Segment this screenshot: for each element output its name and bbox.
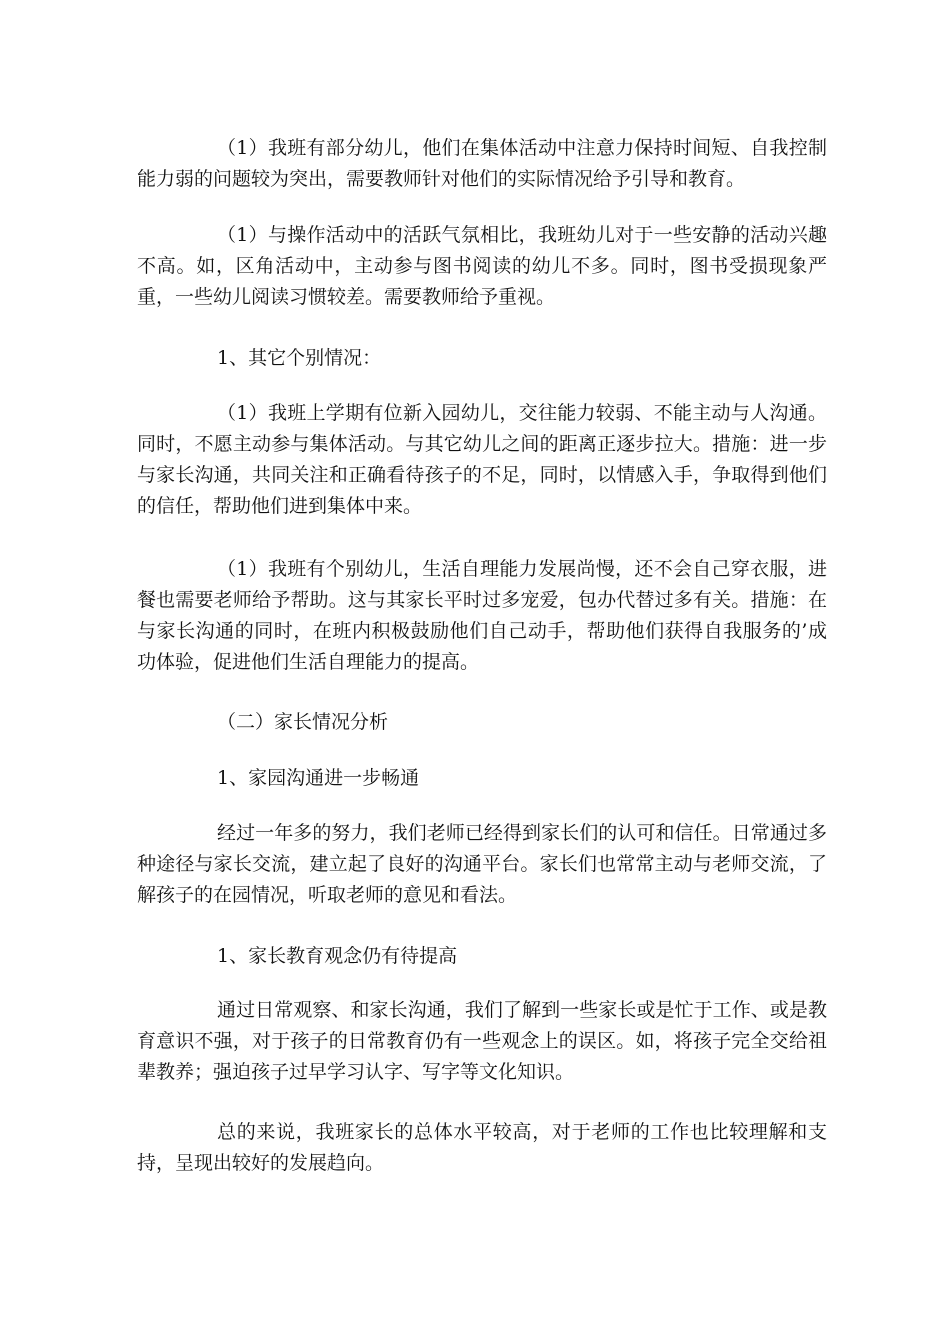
paragraph-self-care: （1）我班有个别幼儿，生活自理能力发展尚慢，还不会自己穿衣服，进餐也需要老师给予帮助。这与其家长平时过多宠爱，包办代替过多有关。措施：在与家长沟通的同时，在班内积极鼓励他们自己动手，帮助他们获得自我服务的’成功体验，促进他们生活自理能力的提高。 (137, 558, 827, 673)
paragraph-communication: 经过一年多的努力，我们老师已经得到家长们的认可和信任。日常通过多种途径与家长交流，建立起了良好的沟通平台。家长们也常常主动与老师交流，了解孩子的在园情况，听取老师的意见和看法。 (137, 822, 827, 906)
heading-communication: 1、家园沟通进一步畅通 (217, 767, 420, 789)
heading-parent-analysis: （二）家长情况分析 (217, 711, 389, 733)
paragraph-attention: （1）我班有部分幼儿，他们在集体活动中注意力保持时间短、自我控制能力弱的问题较为突出，需要教师针对他们的实际情况给予引导和教育。 (137, 137, 827, 190)
heading-individual-cases: 1、其它个别情况： (217, 347, 382, 369)
heading-parent-education: 1、家长教育观念仍有待提高 (217, 945, 458, 967)
paragraph-new-child: （1）我班上学期有位新入园幼儿，交往能力较弱、不能主动与人沟通。同时，不愿主动参与集体活动。与其它幼儿之间的距离正逐步拉大。措施：进一步与家长沟通，共同关注和正确看待孩子的不足，同时，以情感入手，争取得到他们的信任，帮助他们进到集体中来。 (137, 402, 827, 517)
paragraph-summary: 总的来说，我班家长的总体水平较高，对于老师的工作也比较理解和支持，呈现出较好的发展趋向。 (137, 1121, 827, 1174)
paragraph-quiet-activities: （1）与操作活动中的活跃气氛相比，我班幼儿对于一些安静的活动兴趣不高。如，区角活动中，主动参与图书阅读的幼儿不多。同时，图书受损现象严重，一些幼儿阅读习惯较差。需要教师给予重视。 (137, 224, 827, 308)
paragraph-parent-education: 通过日常观察、和家长沟通，我们了解到一些家长或是忙于工作、或是教育意识不强，对于孩子的日常教育仍有一些观念上的误区。如，将孩子完全交给祖辈教养；强迫孩子过早学习认字、写字等文化知识。 (137, 999, 827, 1083)
